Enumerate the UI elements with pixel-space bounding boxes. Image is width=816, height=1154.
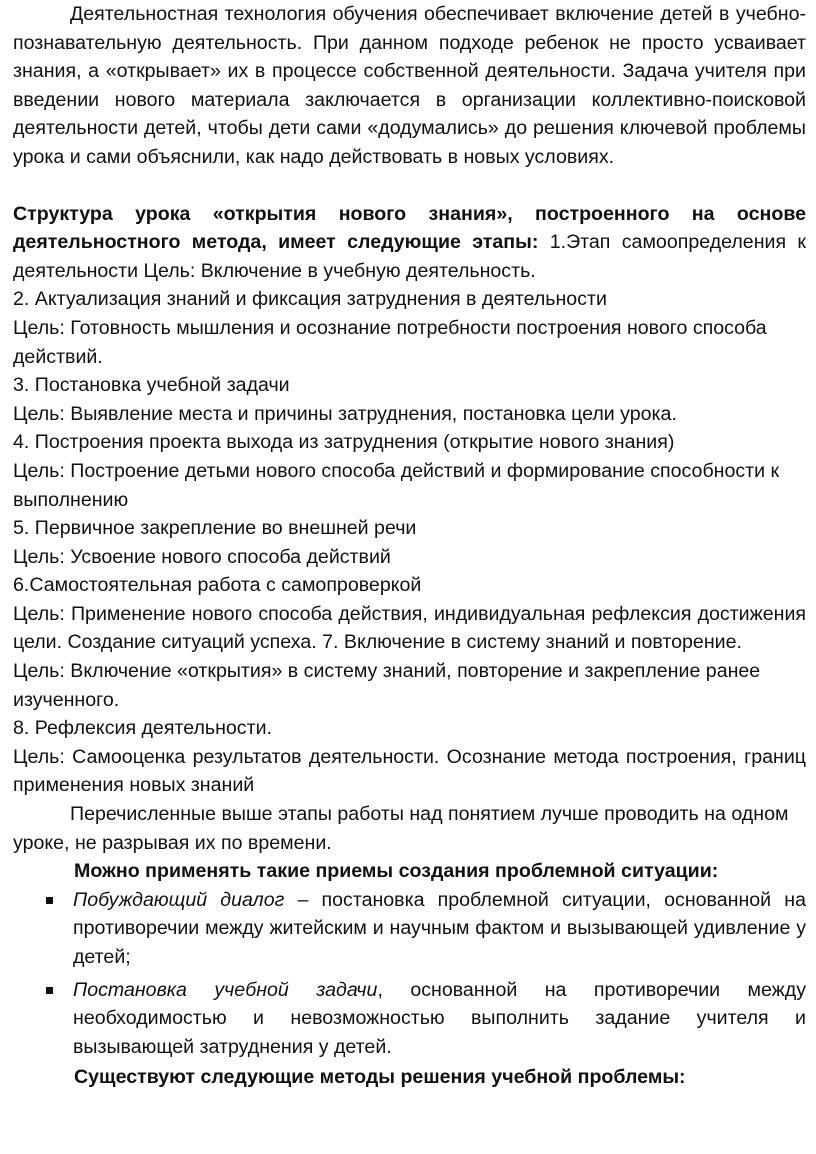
technique-term: Побуждающий диалог: [73, 888, 285, 911]
stage-2-goal: Цель: Готовность мышления и осознание потребности построения нового способа действий.: [13, 316, 767, 368]
paragraph-spacer: [13, 172, 806, 200]
stage-3-goal: Цель: Выявление места и причины затруднения, постановка цели урока.: [13, 402, 677, 425]
techniques-list: [13, 886, 806, 1062]
structure-paragraph: [13, 200, 806, 286]
technique-term: Постановка учебной задачи: [73, 978, 378, 1001]
stage-7-goal: Цель: Включение «открытия» в систему знаний, повторение и закрепление ранее изученного.: [13, 660, 761, 711]
stage-2-title: 2. Актуализация знаний и фиксация затруднения в деятельности: [13, 288, 607, 311]
stage-5-goal: Цель: Усвоение нового способа действий: [13, 545, 391, 568]
note-paragraph: Перечисленные выше этапы работы над понятием лучше проводить на одном уроке, не разрывая их по времени.: [13, 803, 789, 854]
stage-3-title: 3. Постановка учебной задачи: [13, 374, 290, 397]
stage-1-line: 1.Этап самоопределения к деятельности Цель: Включение в учебную деятельность.: [13, 231, 806, 282]
square-bullet-icon: [46, 897, 53, 904]
stage-4-goal: Цель: Построение детьми нового способа действий и формирование способности к выполнению: [13, 459, 780, 511]
methods-heading: Существуют следующие методы решения учебной проблемы:: [74, 1066, 686, 1089]
technique-text: , основанной на противоречии между необходимостью и невозможностью выполнить задание учителя и вызывающей затруднения у детей.: [73, 978, 806, 1058]
stage-4-title: 4. Построения проекта выхода из затруднения (открытие нового знания): [13, 431, 675, 454]
list-item: [13, 886, 806, 972]
stage-5-title: 5. Первичное закрепление во внешней речи: [13, 517, 417, 540]
stage-6-title: 6.Самостоятельная работа с самопроверкой: [13, 574, 422, 597]
stage-8-goal: Цель: Самооценка результатов деятельности. Осознание метода построения, границ применения новых знаний: [13, 745, 806, 797]
intro-paragraph: Деятельностная технология обучения обеспечивает включение детей в учебно-познавательную деятельность. При данном подходе ребенок не просто усваивает знания, а «открывает» их в процессе собственной деятельности. Задача учителя при введении нового материала заключается в организации коллективно-поисковой деятельности детей, чтобы дети сами «додумались» до решения ключевой проблемы урока и сами объяснили, как надо действовать в новых условиях.: [13, 3, 806, 168]
techniques-heading: Можно применять такие приемы создания проблемной ситуации:: [74, 860, 719, 883]
list-item: [13, 976, 806, 1062]
structure-heading: Структура урока «открытия нового знания», построенного на основе деятельностного метода, имеет следующие этапы:: [13, 202, 806, 254]
stage-8-title: 8. Рефлексия деятельности.: [13, 717, 272, 740]
technique-text: – постановка проблемной ситуации, основанной на противоречии между житейским и научным фактом и вызывающей удивление у детей;: [73, 888, 806, 968]
square-bullet-icon: [46, 987, 53, 994]
stage-6-goal: Цель: Применение нового способа действия, индивидуальная рефлексия достижения цели. Создание ситуаций успеха. 7. Включение в систему знаний и повторение.: [13, 602, 806, 654]
